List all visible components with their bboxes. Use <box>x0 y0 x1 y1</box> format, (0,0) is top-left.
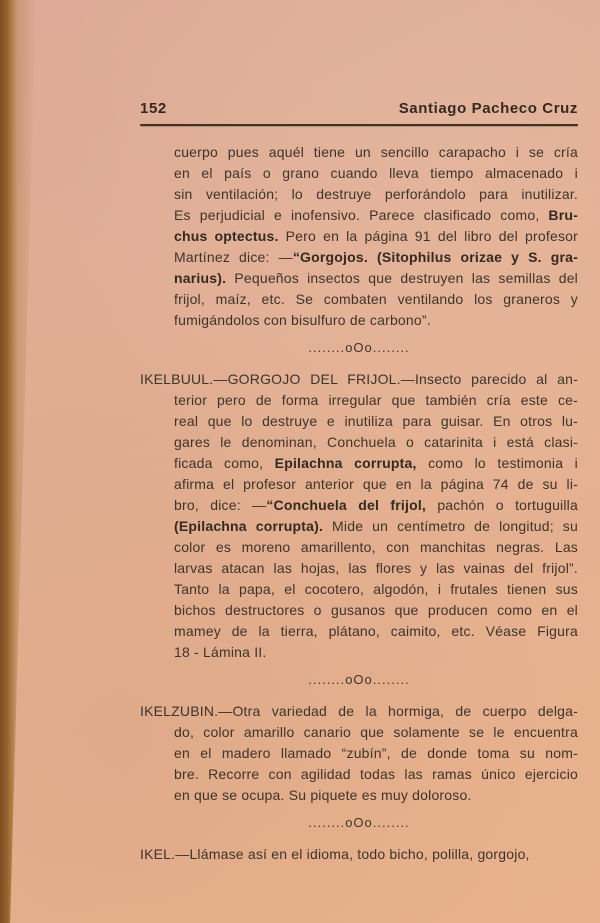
text-line <box>140 163 578 184</box>
text-segment: 18 - Lámina II. <box>174 644 267 660</box>
bold-text-segment: “Gorgojos. (Sitophilus orizae y S. gra- <box>292 249 579 265</box>
text-line <box>140 390 578 411</box>
text-line <box>140 247 578 268</box>
text-segment: Pequeños insectos que destruyen las semillas del <box>226 270 578 286</box>
text-line <box>140 600 578 621</box>
text-segment: gares le denominan, Conchuela o catarinita i está clasi- <box>174 434 578 450</box>
text-segment: pachón o tortuguilla <box>426 497 578 513</box>
text-segment: IKEL.—Llámase así en el idioma, todo bicho, polilla, gorgojo, <box>140 846 530 862</box>
header-rule <box>140 124 578 126</box>
page-content <box>140 100 578 865</box>
text-line <box>140 844 578 865</box>
text-segment: afirma el profesor anterior que en la página 74 de su li- <box>174 476 578 492</box>
text-segment: bro, dice: — <box>174 497 267 513</box>
page-body <box>140 142 578 865</box>
text-segment: en el madero llamado “zubín”, de donde toma su nom- <box>174 745 578 761</box>
text-segment: color es moreno amarillento, con manchitas negras. Las <box>174 539 578 555</box>
section-divider: ........oOo........ <box>308 815 410 830</box>
paragraph-continuation <box>140 142 578 331</box>
section-divider: ........oOo........ <box>308 340 410 355</box>
text-line <box>140 453 578 474</box>
text-line <box>140 369 578 390</box>
text-line <box>140 785 578 806</box>
entry-ikelbuul <box>140 369 578 663</box>
text-line <box>140 516 578 537</box>
bold-text-segment: chus optectus. <box>174 228 279 244</box>
section-divider: ........oOo........ <box>308 672 410 687</box>
text-line <box>140 743 578 764</box>
bold-text-segment: “Conchuela del frijol, <box>266 497 426 513</box>
entry-ikelzubin <box>140 701 578 806</box>
running-title: Santiago Pacheco Cruz <box>398 100 578 117</box>
text-segment: IKELBUUL.—GORGOJO DEL FRIJOL.—Insecto parecido al an- <box>140 371 578 387</box>
text-line <box>140 474 578 495</box>
text-line <box>140 432 578 453</box>
text-segment: cuerpo pues aquél tiene un sencillo carapacho i se cría <box>174 144 578 160</box>
text-segment: terior pero de forma irregular que también cría este ce- <box>174 392 578 408</box>
text-line <box>140 642 578 663</box>
text-segment: ficada como, <box>174 455 275 471</box>
text-line <box>140 495 578 516</box>
page-header <box>140 100 578 117</box>
text-line <box>140 537 578 558</box>
text-line <box>140 268 578 289</box>
text-segment: bre. Recorre con agilidad todas las ramas único ejercicio <box>174 766 578 782</box>
bold-text-segment: narius). <box>174 270 227 286</box>
page-number: 152 <box>140 100 167 117</box>
text-segment: Es perjudicial e inofensivo. Parece clasificado como, <box>174 207 549 223</box>
text-segment: Mide un centímetro de longitud; su <box>323 518 578 534</box>
text-segment: larvas atacan las hojas, las flores y las vainas del frijol”. <box>174 560 578 576</box>
text-line <box>140 142 578 163</box>
text-segment: mamey de la tierra, plátano, caimito, etc. Véase Figura <box>174 623 578 639</box>
text-segment: Tanto la papa, el cocotero, algodón, i frutales tienen sus <box>174 581 578 597</box>
text-line <box>140 205 578 226</box>
text-line <box>140 289 578 310</box>
text-line <box>140 621 578 642</box>
text-segment: en que se ocupa. Su piquete es muy doloroso. <box>174 787 472 803</box>
bold-text-segment: Epilachna corrupta, <box>274 455 417 471</box>
page-binding-edge <box>0 0 36 923</box>
text-segment: en el país o grano cuando lleva tiempo almacenado i <box>174 165 578 181</box>
text-line <box>140 579 578 600</box>
text-segment: Pero en la página 91 del libro del profesor <box>278 228 579 244</box>
text-segment: sin ventilación; lo destruye perforándolo para inutilizar. <box>174 186 578 202</box>
text-segment: bichos destructores o gusanos que producen como en el <box>174 602 578 618</box>
text-segment: Martínez dice: — <box>174 249 293 265</box>
text-line <box>140 411 578 432</box>
text-line <box>140 558 578 579</box>
bold-text-segment: (Epilachna corrupta). <box>174 518 324 534</box>
text-segment: IKELZUBIN.—Otra variedad de la hormiga, de cuerpo delga- <box>140 703 578 719</box>
text-segment: como lo testimonia i <box>416 455 578 471</box>
entry-ikel <box>140 844 578 865</box>
text-line <box>140 184 578 205</box>
text-segment: do, color amarillo canario que solamente se le encuentra <box>174 724 578 740</box>
text-segment: real que lo destruye e inutiliza para guisar. En otros lu- <box>174 413 578 429</box>
text-line <box>140 701 578 722</box>
text-segment: fumigándolos con bisulfuro de carbono”. <box>174 312 431 328</box>
text-line <box>140 226 578 247</box>
bold-text-segment: Bru- <box>548 207 578 223</box>
text-line <box>140 722 578 743</box>
text-line <box>140 310 578 331</box>
text-segment: frijol, maíz, etc. Se combaten ventilando los graneros y <box>174 291 578 307</box>
text-line <box>140 764 578 785</box>
